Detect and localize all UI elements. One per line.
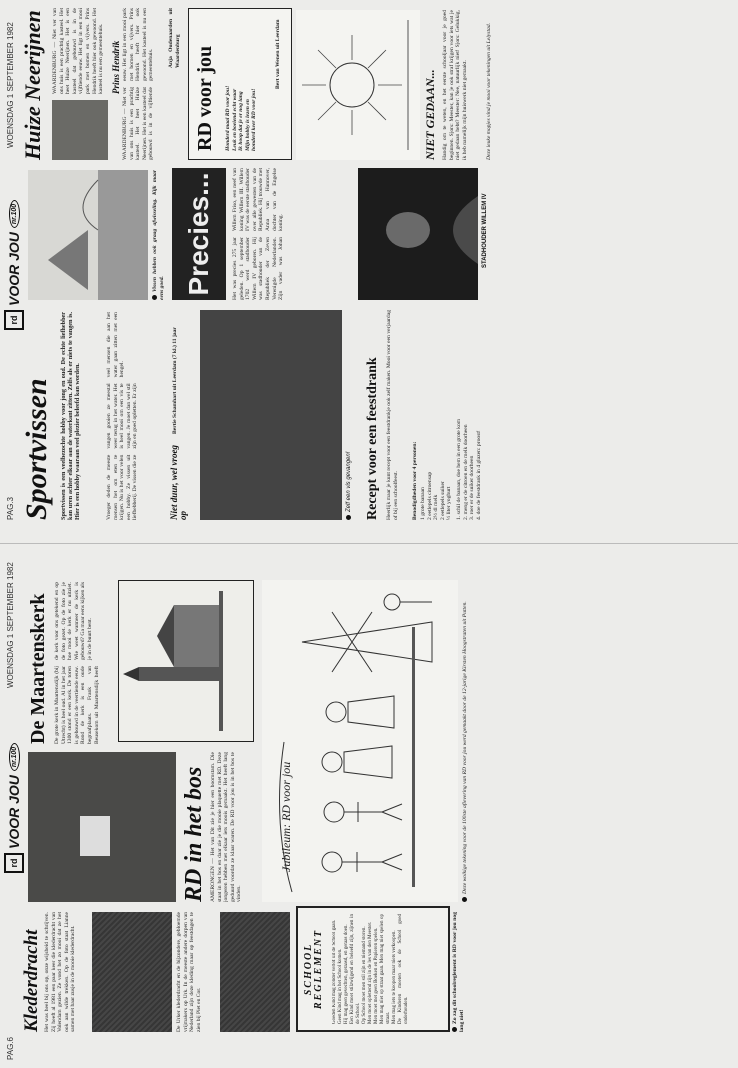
klederdracht-group-photo (220, 912, 290, 1032)
svg-text:Jubileum: RD voor jou: Jubileum: RD voor jou (279, 761, 293, 872)
recept-title: Recept voor een feestdrank (365, 357, 380, 520)
page-number-right: PAG.3 (6, 497, 15, 520)
school-reglement-title: SCHOOL REGLEMENT (303, 928, 324, 1010)
ingredient-item: 1 grote banaan (420, 487, 426, 520)
neerijnen-text: WAARDENBURG — Niet ver van ons huis is een prachtig kasteel. Het heet Huize Neerijnen. Het is een kasteel dat gebouwd is in de vijftiende eeuw. Het ligt in een mooi park met bomen en vijvers. Prins Hendrik heeft hier ook gewoond. Het kasteel is nu een gemeentehuis. (122, 8, 155, 160)
poem-line: Honderd maal RD voor jou! (225, 85, 231, 151)
rule-item: Op School moet men stil zijn en niemand storen. (362, 926, 367, 1024)
rule-item: De Kinderen moeten ook de School goed onderhouden. (398, 914, 409, 1024)
poem-signature: Bert van Wenen uit Leerdam (275, 19, 281, 89)
sportvissen-photo (200, 310, 342, 520)
precies-banner (172, 168, 226, 300)
maartenskerk-text: De grote kerk in Maartensdijk (bij Utrecht) is heel oud. Al in het jaar 1300 stond er een kerk. De toren is gebouwd in de veertiende eeuw. Rond de kerk is een oude begraafplaats. Frank van Beusekom uit Maartensdijk heeft de kerk voor ons getekend en op de foto gezet. Op de foto zie je hoe mooi de kerk er nu uitziet. Wie weet wanneer de kerk is gebouwd? Ga maar eens kijken als je in de buurt bent. (54, 582, 100, 744)
neerijnen-subtitle: Prins Hendrik (111, 40, 121, 94)
school-caption: Zo zag dit schoolreglement is RD voor jou nog lang niet! (452, 912, 465, 1032)
sportvissen-lead: Sportvissen is een veelbezochte hobby voor jong en oud. De echte liefhebber kan uren achter elkaar aan de waterkant zitten. Zelfs als er niets te vangen is. Hier is een hobby waaraan veel plezier beleefd kan worden. (60, 312, 81, 520)
step-item: 4. doe de feestdrank in 4 glazen: proost! (475, 430, 482, 520)
portrait-caption: STADHOUDER WILLEM IV (482, 193, 488, 268)
precies-text: Het was precies 275 jaar geleden. Op 1 september 1702 werd stadhouder Willem IV geboren. Hij was stadhouder van de Republiek der Zeven Verenigde Nederlanden. Zijn vader was Johan Willem Friso, een neef van koning Willem III. Willem IV was de eerste stadhouder over alle gewesten van de Republiek. Hij trouwde met Anna van Hannover, dochter van de Engelse koning. (232, 168, 285, 300)
step-item: 2. meng er de citroen en de melk doorheen (462, 424, 469, 520)
rule-item: Men moet oplettend zijn in de les van den Meester. (368, 921, 373, 1024)
date-left: WOENSDAG 1 SEPTEMBER 1982 (6, 562, 15, 688)
fish-puzzle-photo (28, 170, 148, 300)
recept-steps (456, 310, 484, 520)
poem-line: Mijn hobby is lezen en (244, 99, 251, 151)
sun-icon (296, 10, 420, 160)
date-right: WOENSDAG 1 SEPTEMBER 1982 (6, 22, 15, 148)
klederdracht-title: Klederdracht (21, 929, 42, 1032)
poem-line: honderd keer RD voor jou! (251, 88, 258, 151)
maartenskerk-drawing (118, 580, 254, 742)
page-fold (0, 543, 738, 544)
willem-iv-portrait (358, 168, 478, 300)
step-item: 1. schil de banaan, doe hem in een grote kom (456, 418, 462, 520)
school-rules (332, 914, 444, 1024)
rule-item: Men mag iets te koopen maar niets verkoopen. (392, 930, 397, 1024)
rule-item: Hij mag geen gevechten, geraasd, en geraas doen. (344, 924, 349, 1024)
neerijnen-signature: Anja Oudenaarden uit Waardenburg (168, 8, 181, 68)
rd-voor-jou-poem-box (188, 8, 292, 160)
rd-voor-jou-logo-right (4, 200, 24, 330)
drawing-caption: Deze wolkige tekening voor de 100ste aflevering van RD voor jou werd gemaakt door de 12-jarige Kirsten Hoogstraten uit Putten. (462, 580, 478, 902)
plaque (80, 816, 110, 856)
niet-gedaan-caption: Deze leuke mopjes vind je mooi voor tekeningen uit Lelystad. (486, 22, 492, 160)
bos-text: AMERONGEN — Het van Dit zie je hier een boomstam. Die staat in het bos en daar zie je die mooie plaquette met RD. Deze jongeren hebben met elkaar iets moois gemaakt. Het heeft lang geduurd voordat ze klaar waren. De RD voor jou is in het bos te vinden. (210, 752, 243, 902)
rule-item: Een Kind moet stilzwijgend en beleefd zijn, zijnen in de School. (350, 914, 361, 1024)
neerijnen-title: Huize Neerijnen (20, 10, 45, 160)
poem-title: RD voor jou (194, 45, 216, 151)
sun-drawing (296, 10, 420, 160)
precies-caption: Vissen hebben ook graag afwisseling. Kijk maar eens goed. (152, 170, 165, 300)
logo-text: VOOR JOU (6, 232, 22, 306)
sportvissen-title: Sportvissen (20, 378, 53, 520)
bullet-icon (452, 1027, 457, 1032)
ingredient-item: 2 eetlepels suiker (439, 481, 446, 520)
fish-scene-icon (28, 170, 148, 300)
precies-title: Precies... (183, 172, 214, 296)
sportvissen-text: Vroeger deden de meeste mensen het om eten te krijgen. Nu is het voor velen een hobby. Ze vissen uit liefhebberij. De vissen die ze vangen gooien ze meestal weer terug in het water. Het is heel mooi om een vis te vangen. Je moet dan wel stil zijn en goed opletten. Er zijn veel mensen die aan het water gaan zitten met een hengel. (106, 312, 139, 520)
niet-gedaan-title: NIET GEDAAN... (423, 69, 437, 160)
seal-badge: nr.100 (9, 200, 20, 228)
school-reglement-box (296, 906, 450, 1032)
anniversary-drawing-icon (262, 580, 458, 902)
rule-item: Men mag niet op straat gaan. Men mag niet spelen op straat. (380, 914, 391, 1024)
church-drawing-icon (119, 581, 253, 741)
children-drawing (262, 580, 458, 902)
poem-line: Leuk en boeiend echt waar (231, 88, 238, 151)
sportvissen-quote: Niet duur, wel vroeg op (169, 444, 188, 520)
klederdracht-photo (92, 912, 172, 1032)
rd-voor-jou-logo-left (4, 743, 24, 873)
rd-logo-icon: rd (4, 853, 24, 873)
bullet-icon (346, 515, 351, 520)
neerijnen-intro: WAARDENBURG — Niet ver van ons huis is een prachtig kasteel. Het heet Huize Neerijnen. Het is een kasteel dat gebouwd is in de vijftiende eeuw. Het ligt in een mooi park met bomen en vijvers. Prins Hendrik heeft hier ook gewoond. Het kasteel is nu een gemeentehuis. (52, 8, 105, 94)
niet-gedaan-text: Handig om te weten, en het eerste schooljaar voor je goed beginnen. Sjors: Meester, kan je ook straf krijgen voor iets wat je niet gedaan hebt? Meester: Nee, natuurlijk niet! Sjors: Gelukkig, ik heb namelijk mijn huiswerk niet gemaakt. (442, 10, 468, 160)
ingredient-item: ½ liter yoghurt (446, 486, 453, 520)
ingredient-item: 2 eetlepels citroensap (426, 471, 433, 520)
recept-ingredients (420, 310, 454, 520)
step-item: 3. roer er de suiker doorheen (469, 455, 476, 520)
rd-logo-icon: rd (4, 310, 24, 330)
ingredient-item: 2½ dl melk (433, 494, 440, 520)
logo-text: VOOR JOU (6, 775, 22, 849)
klederdracht-text: Het was heel bij ons op, onze wijsheid te schrijven. Zij heeft al 1981 een paar keer die klederdracht van Volendam gezien. Ze vond het zo mooi dat ze het ook aan wilde trekken. Op de foto staat Lianne samen met haar zusje in de mooie klederdracht. (44, 912, 77, 1032)
klederdracht-caption: De Urker klederdracht en de bijzondere, gebloemde vrijmakers op Urk. In de meeste andere dorpen van Nederland zijn deze kleding maar op feestdagen te zien bij Piet en Cor. (176, 912, 202, 1032)
maartenskerk-title: De Maartenskerk (27, 593, 49, 744)
page-number-left: PAG.6 (6, 1037, 15, 1060)
recept-ingredients-title: Benodigdheden voor 4 personen: (412, 441, 418, 520)
rule-item: Geen Kind mag in het School komen. (338, 948, 343, 1024)
rule-item: Goeden Kind mag zonder verlof uit de School gaan. (332, 919, 337, 1024)
bos-title: RD in het bos (181, 766, 207, 902)
poem-line: Ik hoop dat je er nog lang (238, 91, 245, 151)
bullet-icon (152, 295, 157, 300)
sportvissen-caption: Zelf een vis gevangen! (346, 452, 352, 520)
neerijnen-photo (52, 100, 108, 160)
bos-photo (28, 752, 176, 902)
bullet-icon (462, 897, 467, 902)
seal-badge: nr.100 (9, 743, 20, 771)
rule-item: Men moet met geen Boeken en Papieren spelen. (374, 927, 379, 1024)
sportvissen-signature: Bertie Schamhart uit Leerdam (7 kl.) 11 jaar (172, 327, 178, 434)
recept-text: Heerlijk maar je kunt recept voor een feestdrankje ook zelf maken. Mooi voor een verjaardag of bij een schoolfeest. (386, 310, 399, 520)
poem-lines (225, 17, 273, 151)
portrait-icon (358, 168, 478, 300)
